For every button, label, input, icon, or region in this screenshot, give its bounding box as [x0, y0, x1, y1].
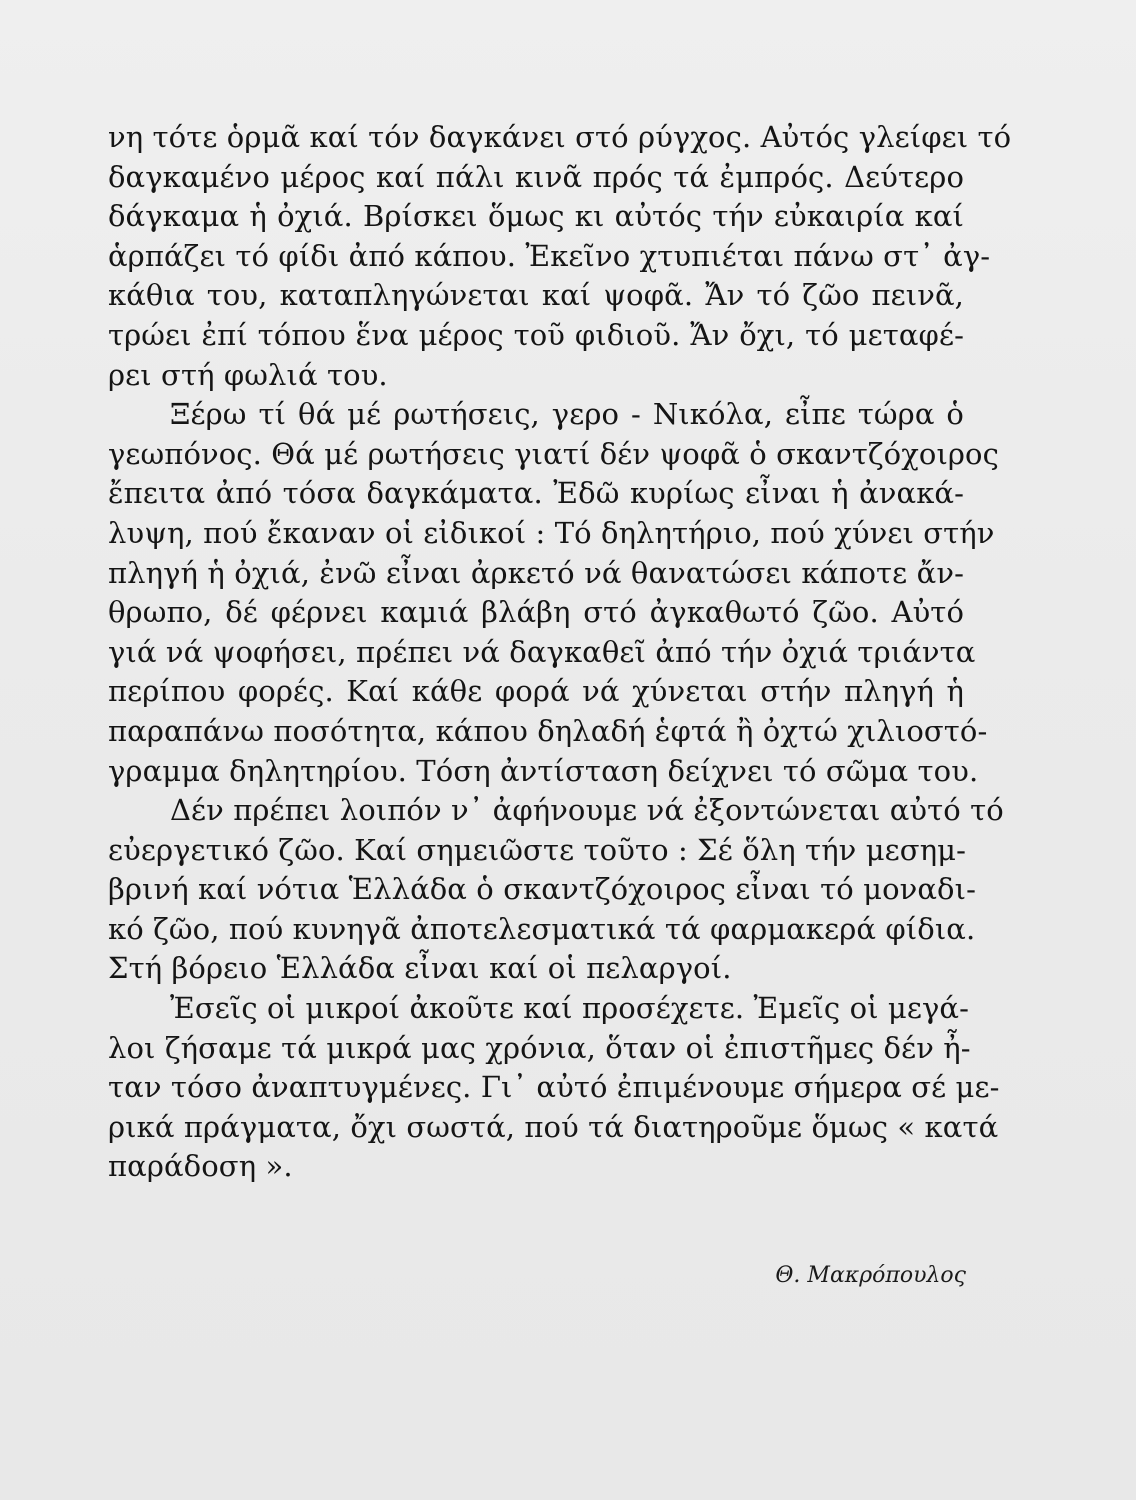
text-line: Ξέρω τί θά μέ ρωτήσεις, γερο - Νικόλα, εἶπε τώρα ὁ: [170, 397, 964, 432]
text-line: ρικά πράγματα, ὄχι σωστά, πού τά διατηροῦμε ὅμως « κατά: [108, 1109, 999, 1144]
text-line: ταν τόσο ἀναπτυγμένες. Γι᾽ αὐτό ἐπιμένουμε σήμερα σέ με-: [108, 1070, 1000, 1105]
text-line: ρει στή φωλιά του.: [108, 357, 388, 392]
text-line: πληγή ἡ ὀχιά, ἐνῶ εἶναι ἀρκετό νά θανατώσει κάποτε ἄν-: [108, 555, 964, 590]
text-line: βρινή καί νότια Ἑλλάδα ὁ σκαντζόχοιρος εἶναι τό μοναδι-: [108, 872, 976, 907]
text-line: γραμμα δηλητηρίου. Τόση ἀντίσταση δείχνει τό σῶμα του.: [108, 753, 979, 788]
text-line: νη τότε ὁρμᾶ καί τόν δαγκάνει στό ρύγχος. Αὐτός γλείφει τό: [108, 120, 1012, 154]
text-line: περίπου φορές. Καί κάθε φορά νά χύνεται στήν πληγή ἡ: [108, 674, 964, 709]
text-line: κό ζῶο, πού κυνηγᾶ ἀποτελεσματικά τά φαρμακερά φίδια.: [108, 911, 976, 946]
paragraph: [108, 395, 999, 791]
text-line: λοι ζήσαμε τά μικρά μας χρόνια, ὅταν οἱ ἐπιστῆμες δέν ἦ-: [108, 1030, 971, 1065]
text-line: κάθια του, καταπληγώνεται καί ψοφᾶ. Ἄν τό ζῶο πεινᾶ,: [108, 278, 964, 313]
text-line: Στή βόρειο Ἑλλάδα εἶναι καί οἱ πελαργοί.: [108, 951, 732, 986]
author-signature: Θ. Μακρόπουλος: [775, 1263, 966, 1288]
text-line: παραπάνω ποσότητα, κάπου δηλαδή ἑφτά ἢ ὀχτώ χιλιοστό-: [108, 713, 988, 748]
text-line: δάγκαμα ἡ ὀχιά. Βρίσκει ὅμως κι αὐτός τήν εὐκαιρία καί: [108, 199, 964, 234]
text-line: εὐεργετικό ζῶο. Καί σημειῶστε τοῦτο : Σέ ὅλη τήν μεσημ-: [108, 832, 967, 867]
text-line: γιά νά ψοφήσει, πρέπει νά δαγκαθεῖ ἀπό τήν ὀχιά τριάντα: [108, 634, 976, 669]
paragraph: [108, 989, 1000, 1187]
text-line: Δέν πρέπει λοιπόν ν᾽ ἀφήνουμε νά ἐξοντώνεται αὐτό τό: [170, 793, 1004, 828]
text-line: παράδοση ».: [108, 1149, 293, 1184]
paragraph: [108, 118, 1012, 395]
text-line: Ἐσεῖς οἱ μικροί ἀκοῦτε καί προσέχετε. Ἐμεῖς οἱ μεγά-: [170, 991, 970, 1026]
text-line: λυψη, πού ἔκαναν οἱ εἰδικοί : Τό δηλητήριο, πού χύνει στήν: [108, 515, 995, 550]
text-line: θρωπο, δέ φέρνει καμιά βλάβη στό ἀγκαθωτό ζῶο. Αὐτό: [108, 595, 964, 630]
paragraph: [108, 791, 1004, 989]
text-line: ἁρπάζει τό φίδι ἀπό κάπου. Ἐκεῖνο χτυπιέται πάνω στ᾽ ἀγ-: [108, 238, 991, 273]
text-line: ἔπειτα ἀπό τόσα δαγκάματα. Ἐδῶ κυρίως εἶναι ἡ ἀνακά-: [108, 476, 964, 511]
text-line: γεωπόνος. Θά μέ ρωτήσεις γιατί δέν ψοφᾶ ὁ σκαντζόχοιρος: [108, 436, 999, 471]
text-line: τρώει ἐπί τόπου ἕνα μέρος τοῦ φιδιοῦ. Ἄν ὄχι, τό μεταφέ-: [108, 317, 964, 352]
text-line: δαγκαμένο μέρος καί πάλι κινᾶ πρός τά ἐμπρός. Δεύτερο: [108, 159, 964, 194]
body-text: [108, 118, 1012, 1187]
